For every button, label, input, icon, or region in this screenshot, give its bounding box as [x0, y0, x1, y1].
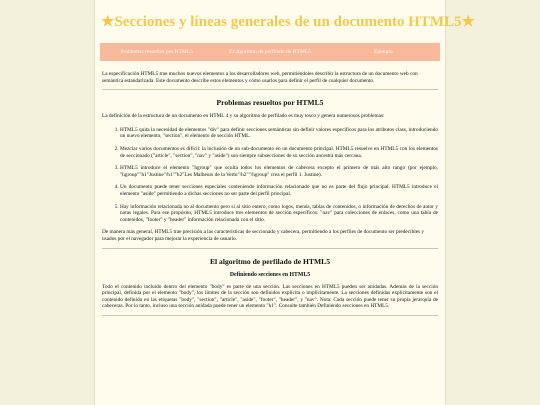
list-item: 3. HTML5 introduce el elemento "hgroup" que oculta todos los elementos de cabecera excepto el primero de más alto rango (por ejemplo, "hgroup""h1"Justine"/h1""h2"Les Malheurs de la Vertu"/h2""/hgroup" crea el perfil 1. Justine). — [120, 165, 438, 178]
section1-closing: De manera más general, HTML5 trae precisión a las características de seccionado y cabecera, permitiendo a los perfiles de documento ser predecibles y usados por el navegador para mejorar la experiencia de usuario. — [102, 229, 425, 242]
section1-paragraph: La definición de la estructura de un documento en HTML 4 y su algoritmo de perfilado es muy tosco y genera numerosos problemas: — [102, 113, 385, 120]
section-heading-problemas: Problemas resueltos por HTML5 — [216, 98, 324, 108]
divider — [102, 89, 438, 90]
page-container — [94, 0, 475, 405]
nav-link-problemas[interactable]: Problemas resueltos por HTML5 — [120, 49, 193, 55]
section2-paragraph: Todo el contenido incluido dentro del elemento "body" es parte de una sección. Las secciones en HTML5 pueden ser anidadas. Además de la sección principal, definida por el elemento "body", los límites de la sección son definidos explícita o implícitamente. La secciones definidas explícitamente son el contenido definido en las etiquetas "body", "section", "article", "aside", "footer", "header", y "nav". Nota: Cada sección puede tener su propia jerarquía de cabeceras. Por lo tanto, incluso una sección anidada puede tener un elemento "h1". Consulte también Definiendo secciones en HTML5. — [102, 283, 438, 310]
main-content — [95, 71, 445, 316]
nav-bar — [100, 43, 440, 61]
section-heading-algoritmo: El algoritmo de perfilado de HTML5 — [209, 256, 331, 266]
list-item: 1. HTML5 quita la necesidad de elementos "div" para definir secciones semánticas sin definir valores específicos para los atributos class, introduciendo un nuevo elemento, "section", el elemento de sección HTML. — [120, 127, 438, 140]
list-item: 5. Hay información relacionada no al documento pero si al sitio entero, como logos, menús, tablas de contenidos, o información de derechos de autor y notas legales. Para ese propósito, HTML5 introduce tres elementos de sección específicos: "nav" para colecciones de enlaces, como una tabla de contenidos, "footer" y "header" información relacionada con el sitio. — [120, 204, 438, 224]
list-item: 2. Mezclar varios documentos es difícil: la inclusión de un sub-documento en un documento principal. HTML5 resuelve en HTML5 con los elementos de seccionado ("article", "section", "nav" y "aside") son siempre subsecciones de su sección ancestra más cercana. — [120, 146, 438, 159]
nav-link-algoritmo[interactable]: El algoritmo de perfilado de HTML5 — [229, 49, 311, 55]
page-title: ★Secciones y líneas generales de un documento HTML5★ — [101, 14, 475, 30]
problems-list — [102, 127, 438, 224]
subsection-heading: Definiendo secciones en HTML5 — [229, 271, 311, 278]
list-item: 4. Un documento puede tener secciones especiales conteniendo información relacionado que no es parte del flujo principal. HTML5 introduce el elemento "aside" permitiendo a dichas secciones no ser parte del perfil principal. — [120, 184, 438, 197]
divider — [102, 248, 438, 249]
intro-paragraph: La especificación HTML5 trae muchos nuevos elementos a los desarrolladores web, permitiéndoles describir la estructura de un documento web con semántica estandarizada. Este documento describe estos elementos y cómo usarlos para definir el perfil de cualquier documento. — [102, 71, 418, 84]
nav-link-ejemplo[interactable]: Ejemplo — [374, 49, 393, 55]
divider — [102, 315, 438, 316]
